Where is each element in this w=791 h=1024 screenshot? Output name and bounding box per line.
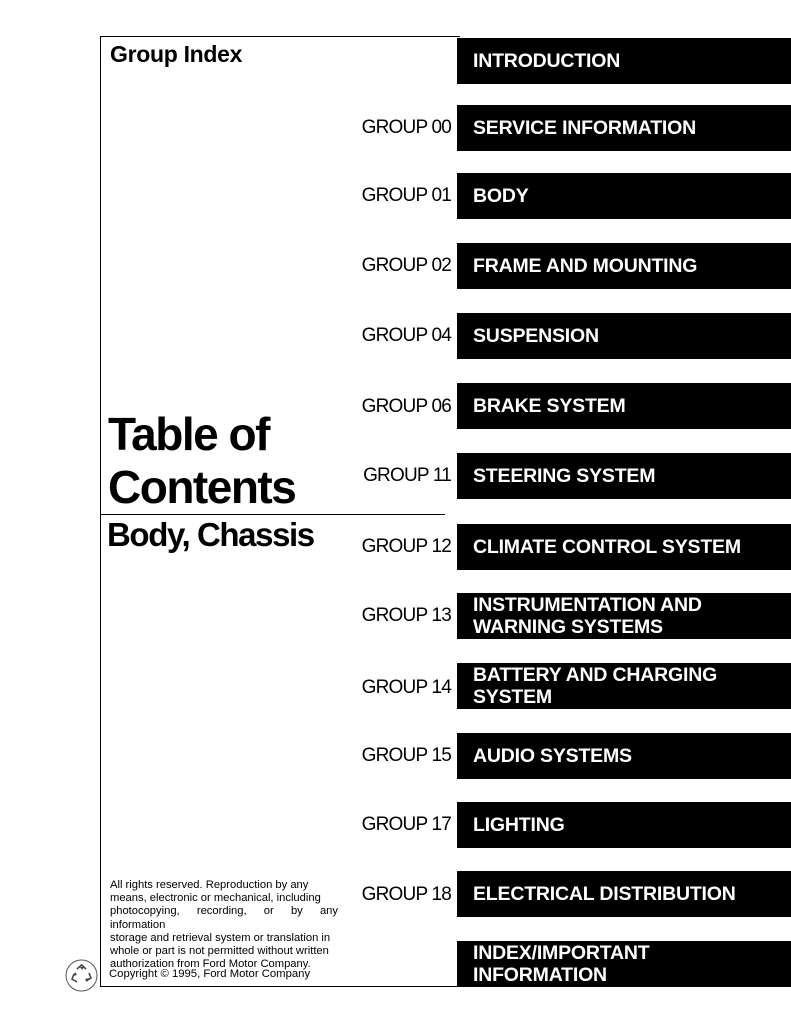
- section-title-line: ELECTRICAL DISTRIBUTION: [473, 883, 736, 905]
- section-bar-index-important-information[interactable]: [457, 941, 791, 987]
- section-title-line: CLIMATE CONTROL SYSTEM: [473, 536, 741, 558]
- section-title-line: LIGHTING: [473, 814, 565, 836]
- section-bar-battery-and-charging-system[interactable]: [457, 663, 791, 709]
- section-bar-suspension[interactable]: [457, 313, 791, 359]
- legal-line: means, electronic or mechanical, including: [110, 892, 321, 905]
- section-bar-climate-control-system[interactable]: [457, 524, 791, 570]
- group-number: GROUP 06: [361, 396, 451, 417]
- section-title-line: FRAME AND MOUNTING: [473, 255, 698, 277]
- frame-top-border: [100, 36, 460, 37]
- section-title-line: INDEX/IMPORTANT: [473, 942, 650, 964]
- title-divider: [100, 514, 445, 515]
- section-title-line: BATTERY AND CHARGING: [473, 664, 718, 686]
- section-bar-brake-system[interactable]: [457, 383, 791, 429]
- section-title-line: SYSTEM: [473, 686, 552, 708]
- section-bar-introduction[interactable]: [457, 38, 791, 84]
- legal-notice: [110, 879, 338, 971]
- recycle-icon: [65, 959, 98, 992]
- section-title-line: SUSPENSION: [473, 325, 599, 347]
- section-bar-service-information[interactable]: [457, 105, 791, 151]
- legal-line: authorization from Ford Motor Company.: [110, 958, 311, 971]
- group-number: GROUP 14: [361, 677, 451, 698]
- section-bar-body[interactable]: [457, 173, 791, 219]
- title-line-1: Table of: [108, 408, 269, 460]
- title-line-2: Contents: [108, 461, 296, 513]
- group-number: GROUP 12: [361, 536, 451, 557]
- group-number: GROUP 04: [361, 325, 451, 346]
- section-bar-instrumentation-and-warning-systems[interactable]: [457, 593, 791, 639]
- section-title-line: INFORMATION: [473, 964, 607, 986]
- group-number: GROUP 11: [363, 465, 451, 486]
- section-bar-lighting[interactable]: [457, 802, 791, 848]
- group-number: GROUP 15: [361, 745, 451, 766]
- group-index-heading: Group Index: [110, 41, 243, 67]
- legal-line: photocopying, recording, or by any information: [110, 905, 338, 931]
- section-bar-steering-system[interactable]: [457, 453, 791, 499]
- section-bar-electrical-distribution[interactable]: [457, 871, 791, 917]
- group-number: GROUP 18: [361, 884, 451, 905]
- section-title-line: STEERING SYSTEM: [473, 465, 656, 487]
- section-title-line: WARNING SYSTEMS: [473, 616, 663, 638]
- section-bar-frame-and-mounting[interactable]: [457, 243, 791, 289]
- section-title-line: SERVICE INFORMATION: [473, 117, 696, 139]
- page-subtitle: Body, Chassis: [107, 516, 314, 553]
- section-title-line: INTRODUCTION: [473, 50, 621, 72]
- group-number: GROUP 17: [361, 814, 451, 835]
- section-title-line: AUDIO SYSTEMS: [473, 745, 632, 767]
- frame-left-border: [100, 36, 101, 987]
- group-number: GROUP 00: [361, 117, 451, 138]
- group-number: GROUP 02: [361, 255, 451, 276]
- frame-bottom-border: [100, 986, 460, 987]
- section-title-line: BODY: [473, 185, 529, 207]
- section-bar-audio-systems[interactable]: [457, 733, 791, 779]
- section-title-line: INSTRUMENTATION AND: [473, 594, 702, 616]
- copyright-text: Copyright © 1995, Ford Motor Company: [109, 968, 311, 980]
- legal-line: All rights reserved. Reproduction by any: [110, 879, 309, 891]
- section-title-line: BRAKE SYSTEM: [473, 395, 626, 417]
- group-number: GROUP 01: [361, 185, 451, 206]
- page-title: [108, 408, 295, 514]
- group-number: GROUP 13: [361, 605, 451, 626]
- legal-line: storage and retrieval system or translation in: [110, 931, 331, 944]
- legal-line: whole or part is not permitted without written: [110, 945, 329, 958]
